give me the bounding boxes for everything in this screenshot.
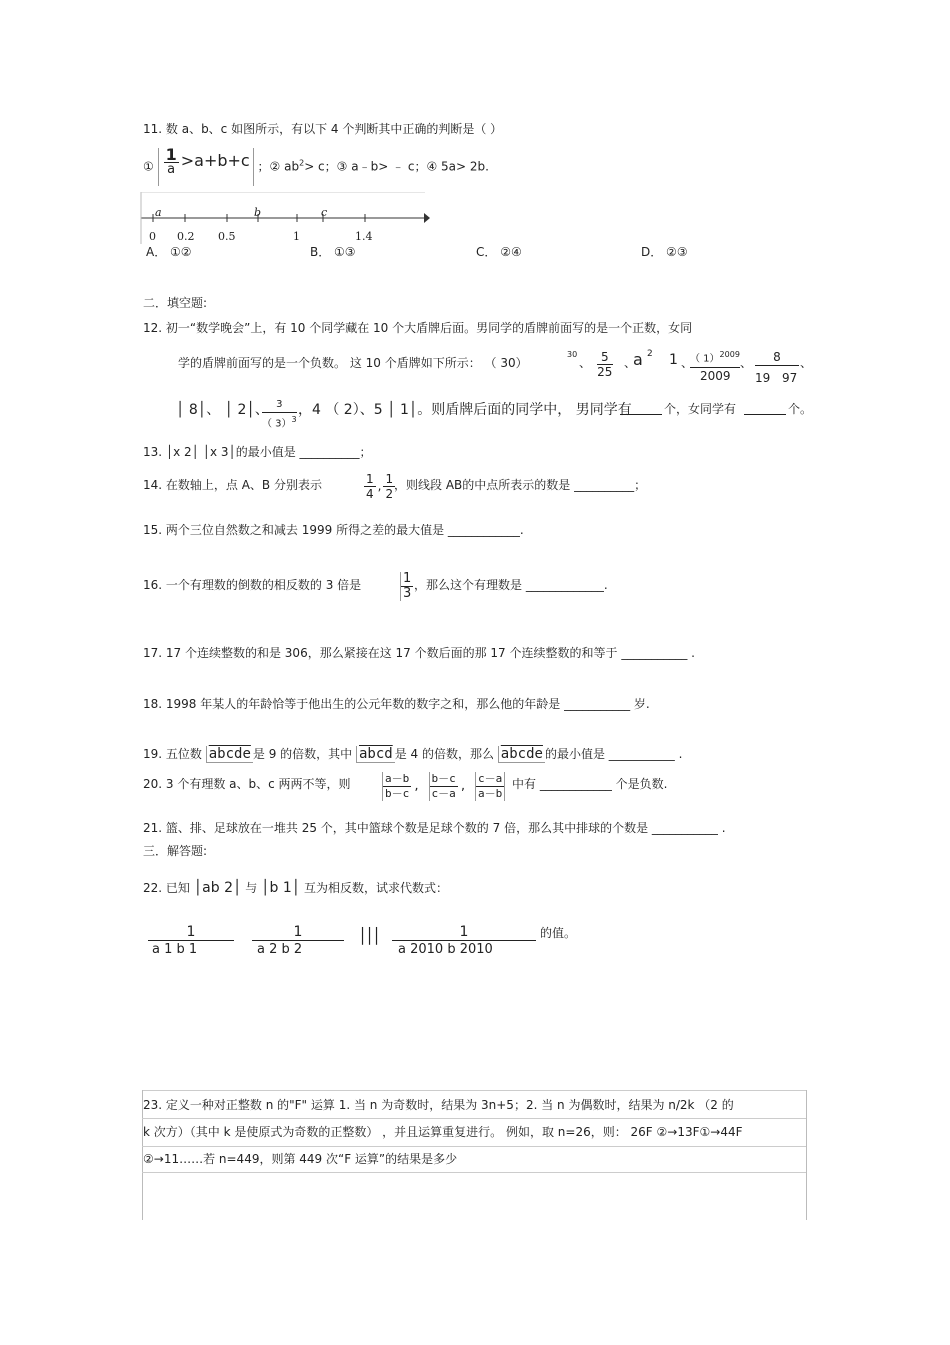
numberline-tick-1: 1 xyxy=(293,230,300,243)
q14-f2-den: 2 xyxy=(385,487,394,501)
q11-s1-frac xyxy=(164,145,179,177)
q22-line xyxy=(143,880,448,896)
q11-option-d: D． ②③ xyxy=(641,245,688,259)
q11-s1-prefix: ① xyxy=(143,159,154,174)
q11-s1-box xyxy=(158,145,254,186)
q14-fractions: $\frac{1}{4}$ , $\frac{1}{2}$ xyxy=(366,472,394,501)
q12-a-exp: 2 xyxy=(647,349,653,359)
q16-frac-num: 1 xyxy=(403,571,412,586)
q11-s2-rest: > c；③ a﹣b> ﹣ c；④ 5a> 2b. xyxy=(304,159,489,174)
q12-frac3-den: 2009 xyxy=(700,369,731,383)
q15: 15. 两个三位自然数之和减去 1999 所得之差的最大值是 ____________. xyxy=(143,523,524,537)
q19-number-abcde: abcde xyxy=(206,746,253,763)
q12-sep1: 、 xyxy=(579,356,592,370)
q20-f2-num: b－c xyxy=(431,772,456,785)
numberline-tick-0-5: 0.5 xyxy=(218,230,236,243)
q16-frac xyxy=(398,572,415,601)
q12-line1: 12. 初一“数学晚会”上，有 10 个同学藏在 10 个大盾牌后面。男同学的盾牌前面写的是一个正数，女同 xyxy=(143,321,693,335)
section-2-title: 二．填空题: xyxy=(143,296,208,310)
q11-s1-rest: >a+b+c xyxy=(180,151,250,170)
q14-f1-den: 4 xyxy=(366,487,374,501)
q12-frac-3 xyxy=(260,398,299,431)
q23-row-divider-3 xyxy=(142,1172,806,1173)
q20-f2-den: c－a xyxy=(431,787,456,800)
q23-line3: ②→11……若 n=449，则第 449 次“F 运算”的结果是多少 xyxy=(143,1152,458,1166)
q12-sep5: 、 xyxy=(800,356,813,370)
q19-number-abcde-2: abcde xyxy=(498,746,545,763)
q20-f3-num: c－a xyxy=(478,772,503,785)
q23-row-divider-1 xyxy=(142,1118,806,1119)
q12-blank-girls[interactable] xyxy=(744,414,786,415)
q12-line3-a: │ 8│、 │ 2│、 xyxy=(176,402,269,418)
q18: 18. 1998 年某人的年龄恰等于他出生的公元年数的数字之和，那么他的年龄是 ___________ 岁. xyxy=(143,697,650,711)
q12-line2-prefix: 学的盾牌前面写的是一个负数。 这 10 个盾牌如下所示： （ 30） xyxy=(178,356,528,370)
q22-suffix: 互为相反数，试求代数式： xyxy=(304,881,449,895)
q22-term1-num: 1 xyxy=(148,924,234,941)
q11-option-b: B． ①③ xyxy=(310,245,356,259)
q11-statements xyxy=(143,145,489,188)
q11-option-a: A． ①② xyxy=(146,245,192,259)
q12-frac4-num: 8 xyxy=(755,349,799,366)
q23-top-border xyxy=(142,1090,806,1091)
q19-mid2: 是 4 的倍数，那么 xyxy=(394,747,494,761)
q12-frac3-top: 3 xyxy=(262,398,297,413)
numberline-tick-0-2: 0.2 xyxy=(177,230,195,243)
q12-frac3-num: （ 1）$^{2009}$ xyxy=(690,347,740,368)
q12-sep4: 、 xyxy=(740,356,753,370)
q14-suffix: ，则线段 AB的中点所表示的数是 __________； xyxy=(394,478,647,492)
q17: 17. 17 个连续整数的和是 306，那么紧接在这 17 个数后面的那 17 个连续整数的和等于 ___________ . xyxy=(143,646,695,660)
q12-frac-den-25: 25 xyxy=(597,365,613,379)
q12-a: a xyxy=(633,350,643,369)
q12-frac4-den-19: 19 xyxy=(755,371,771,385)
q22-expr-b: │b 1│ xyxy=(261,880,301,896)
q22-term2-num: 1 xyxy=(252,924,344,941)
q14-prefix: 14. 在数轴上，点 A、B 分别表示 xyxy=(143,478,322,492)
q11-s1-den: a xyxy=(167,162,176,177)
q12-sep3: 、 xyxy=(681,356,694,370)
q16-suffix: ，那么这个有理数是 _____________. xyxy=(414,578,608,592)
q12-line3-b: ，4 （ 2）、5 │ 1│。则盾牌后面的同学中， 男同学有 xyxy=(298,402,632,418)
q21: 21. 篮、排、足球放在一堆共 25 个，其中篮球个数是足球个数的 7 倍，那么其中排球的个数是 ___________ . xyxy=(143,821,726,835)
q22-mid: 与 xyxy=(245,881,258,895)
q22-term3-num: 1 xyxy=(392,924,536,941)
q16-frac-den: 3 xyxy=(403,586,412,601)
q14-f2-num: 1 xyxy=(385,472,394,486)
q20-f1-den: b－c xyxy=(385,787,410,800)
q14-f1-num: 1 xyxy=(366,472,374,486)
q19-prefix: 19. 五位数 xyxy=(143,747,202,761)
q11-s2: ；② ab xyxy=(257,159,300,174)
q22-ellipsis: │││ xyxy=(358,927,380,945)
numberline-tick-0: 0 xyxy=(149,230,156,243)
q22-prefix: 22. 已知 xyxy=(143,881,190,895)
numberline-label-b: b xyxy=(254,206,262,219)
q20-f3-den: a－b xyxy=(478,787,503,800)
q19-number-abcd: abcd xyxy=(356,746,395,763)
section-3-title: 三．解答题: xyxy=(143,844,208,858)
q20-fractions: $\frac{a-b}{b-c}$ , $\frac{b-c}{c-a}$ , $\frac{c-a}{a-b}$ xyxy=(380,772,507,801)
q19-mid1: 是 9 的倍数，其中 xyxy=(252,747,353,761)
q12-sep2: 、 xyxy=(624,356,637,370)
q16-prefix: 16. 一个有理数的倒数的相反数的 3 倍是 xyxy=(143,578,362,592)
q23-line2: k 次方）（其中 k 是使原式为奇数的正整数） ，并且运算重复进行。 例如，取 n=26，则： 26F ②→13F①→44F xyxy=(143,1125,743,1139)
q12-line3-c: 个，女同学有 xyxy=(664,402,737,416)
q20-suffix: 中有 ____________ 个是负数. xyxy=(512,777,668,791)
q22-term1-den: a 1 b 1 xyxy=(152,942,198,957)
q23-row-divider-2 xyxy=(142,1146,806,1147)
q20-prefix: 20. 3 个有理数 a、b、c 两两不等，则 xyxy=(143,777,351,791)
q11-stem: 11. 数 a、b、c 如图所示，有以下 4 个判断其中正确的判断是（ ） xyxy=(143,122,503,136)
q12-frac-5-25 xyxy=(595,350,615,379)
q12-frac-num-5: 5 xyxy=(597,350,613,365)
q20-f1-num: a－b xyxy=(385,772,410,785)
q22-term3-den: a 2010 b 2010 xyxy=(398,942,493,957)
q23-right-border xyxy=(806,1090,807,1220)
q12-one: 1 xyxy=(669,352,678,368)
q19-suffix: 的最小值是 ___________ . xyxy=(544,747,683,761)
numberline-label-c: c xyxy=(321,206,328,219)
q19 xyxy=(143,746,682,762)
q11-s2-exp: 2 xyxy=(299,158,305,168)
q12-frac4-den-97: 97 xyxy=(782,371,798,385)
q11-option-c: C． ②④ xyxy=(476,245,522,259)
q22-tail: 的值。 xyxy=(540,926,577,940)
q12-exp-30: 30 xyxy=(567,350,578,359)
numberline-label-a: a xyxy=(155,206,162,219)
q22-expr-ab: │ab 2│ xyxy=(193,880,242,896)
q12-blank-boys[interactable] xyxy=(620,414,662,415)
q12-frac3-bottom: （ 3）$^3$ xyxy=(262,415,297,430)
q13: 13. │x 2│ │x 3│的最小值是 __________； xyxy=(143,445,372,459)
numberline-tick-1-4: 1.4 xyxy=(355,230,373,243)
q12-line3-d: 个。 xyxy=(788,402,813,416)
q22-term2-den: a 2 b 2 xyxy=(257,942,303,957)
q11-s1-num: 1 xyxy=(165,145,177,164)
q23-line1: 23. 定义一种对正整数 n 的"F" 运算 1. 当 n 为奇数时，结果为 3n+5；2. 当 n 为偶数时，结果为 n/2k （2 的 xyxy=(143,1098,734,1112)
